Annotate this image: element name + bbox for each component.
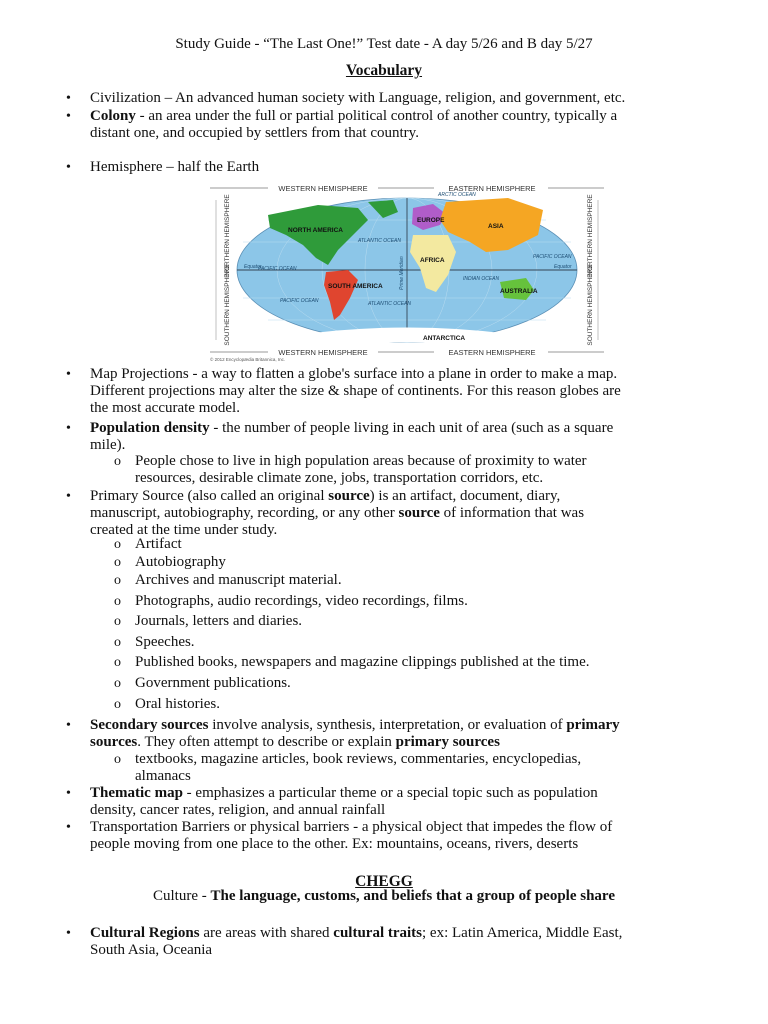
bullet: •	[66, 489, 71, 504]
primary-line2c: of information that was	[439, 505, 585, 521]
primary-sub-item-2	[114, 572, 725, 589]
label-right-south: SOUTHERN HEMISPHERE	[587, 264, 594, 346]
label-arctic-ocean: ARCTIC OCEAN	[438, 192, 476, 198]
secondary-term: Secondary sources	[90, 717, 209, 733]
primary-item-text: Speeches.	[135, 634, 195, 650]
cultural-regions-line1: are areas with shared	[199, 925, 334, 941]
primary-line1b: source	[328, 488, 370, 504]
secondary-sub-line1: textbooks, magazine articles, book reviews, commentaries, encyclopedias,	[135, 751, 582, 767]
secondary-sub-line2: almanacs	[135, 768, 191, 784]
cultural-regions-term: Cultural Regions	[90, 925, 200, 941]
section-heading-vocabulary: Vocabulary	[345, 62, 423, 79]
primary-line1a: Primary Source (also called an original	[90, 488, 329, 504]
thematic-term: Thematic map	[90, 785, 183, 801]
label-asia: ASIA	[488, 223, 504, 230]
label-australia: AUSTRALIA	[500, 288, 538, 295]
section-heading-chegg: CHEGG	[355, 873, 413, 890]
label-equator-right: Equator	[554, 264, 572, 270]
primary-line1c: ) is an artifact, document, diary,	[369, 488, 561, 504]
label-atlantic-south: ATLANTIC OCEAN	[368, 301, 411, 307]
population-sub-line1: People chose to live in high population areas because of proximity to water	[135, 453, 587, 469]
culture-prefix: Culture -	[153, 888, 211, 904]
primary-sub-item-4	[114, 613, 725, 630]
secondary-sources-word: sources	[90, 734, 138, 750]
label-bottom-west: WESTERN HEMISPHERE	[278, 348, 368, 357]
label-top-east: EASTERN HEMISPHERE	[448, 184, 536, 193]
secondary-line2: . They often attempt to describe or explain	[137, 734, 396, 750]
sub-bullet: o	[114, 676, 121, 691]
sub-population	[114, 453, 725, 487]
primary-sub-item-6	[114, 654, 725, 671]
label-prime-meridian: Prime Meridian	[399, 256, 405, 290]
sub-bullet: o	[114, 454, 121, 469]
item-population-density	[66, 420, 720, 454]
label-top-west: WESTERN HEMISPHERE	[278, 184, 368, 193]
colony-def-line1: - an area under the full or partial political control of another country, typically a	[135, 108, 618, 124]
sub-bullet: o	[114, 635, 121, 650]
sub-bullet: o	[114, 555, 121, 570]
civilization-text: Civilization – An advanced human society with Language, religion, and government, etc.	[90, 90, 626, 106]
colony-def-line2: distant one, and occupied by settlers from that country.	[90, 125, 419, 141]
sub-bullet: o	[114, 594, 121, 609]
item-civilization	[66, 90, 720, 107]
page-title: Study Guide - “The Last One!” Test date - A day 5/26 and B day 5/27	[175, 36, 593, 52]
item-barriers	[66, 819, 720, 853]
sub-bullet: o	[114, 752, 121, 767]
primary-item-text: Archives and manuscript material.	[135, 572, 342, 588]
label-indian-ocean: INDIAN OCEAN	[463, 276, 500, 282]
label-europe: EUROPE	[417, 217, 445, 224]
label-antarctica: ANTARCTICA	[423, 335, 466, 342]
bullet: •	[66, 421, 71, 436]
item-secondary-sources	[66, 717, 720, 751]
label-left-south: SOUTHERN HEMISPHERE	[224, 264, 231, 346]
primary-sub-item-1	[114, 554, 725, 571]
bullet: •	[66, 160, 71, 175]
label-south-america: SOUTH AMERICA	[328, 283, 383, 290]
secondary-primary-sources: primary sources	[395, 734, 500, 750]
population-sub-line2: resources, desirable climate zone, jobs, transportation corridors, etc.	[135, 470, 544, 486]
primary-item-text: Published books, newspapers and magazine clippings published at the time.	[135, 654, 590, 670]
label-pacific-east: PACIFIC OCEAN	[533, 254, 572, 260]
item-primary-source	[66, 488, 720, 539]
secondary-line1: involve analysis, synthesis, interpretation, or evaluation of	[208, 717, 567, 733]
primary-line2b: source	[398, 505, 440, 521]
bullet: •	[66, 718, 71, 733]
label-equator-left: Equator	[244, 264, 262, 270]
item-map-projections	[66, 366, 720, 417]
map-projections-line2: Different projections may alter the size & shape of continents. For this reason globes are	[90, 383, 621, 399]
cultural-traits-term: cultural traits	[333, 925, 423, 941]
item-hemisphere	[66, 159, 720, 176]
culture-def: The language, customs, and beliefs that a group of people share	[210, 888, 615, 904]
primary-item-text: Autobiography	[135, 554, 226, 570]
primary-sub-item-3	[114, 593, 725, 610]
primary-item-text: Artifact	[135, 536, 182, 552]
item-cultural-regions	[66, 925, 720, 959]
primary-sub-item-0	[114, 536, 725, 553]
primary-line2a: manuscript, autobiography, recording, or any other	[90, 505, 399, 521]
label-right-north: NORTHERN HEMISPHERE	[587, 194, 594, 276]
map-copyright: © 2012 Encyclopædia Britannica, Inc.	[210, 357, 286, 362]
sub-secondary	[114, 751, 725, 785]
world-hemispheres-map	[208, 180, 606, 362]
barriers-line1: Transportation Barriers or physical barriers - a physical object that impedes the flow of	[90, 819, 613, 835]
bullet: •	[66, 109, 71, 124]
label-atlantic-north: ATLANTIC OCEAN	[358, 238, 401, 244]
cultural-regions-line2: South Asia, Oceania	[90, 942, 213, 958]
map-projections-line3: the most accurate model.	[90, 400, 240, 416]
primary-item-text: Journals, letters and diaries.	[135, 613, 303, 629]
label-pacific-southwest: PACIFIC OCEAN	[280, 298, 319, 304]
label-pacific-west: PACIFIC OCEAN	[258, 266, 297, 272]
primary-sub-item-7	[114, 675, 725, 692]
culture-definition	[0, 888, 768, 905]
population-def-line1: - the number of people living in each unit of area (such as a square	[209, 420, 614, 436]
bullet: •	[66, 367, 71, 382]
population-def-line2: mile).	[90, 437, 126, 453]
barriers-line2: people moving from one place to the other. Ex: mountains, oceans, rivers, deserts	[90, 836, 579, 852]
map-projections-line1: Map Projections - a way to flatten a globe's surface into a plane in order to make a map.	[90, 366, 618, 382]
cultural-regions-line1c: ; ex: Latin America, Middle East,	[422, 925, 623, 941]
colony-term: Colony	[90, 108, 136, 124]
primary-item-text: Oral histories.	[135, 696, 220, 712]
primary-sub-item-5	[114, 634, 725, 651]
bullet: •	[66, 91, 71, 106]
label-bottom-east: EASTERN HEMISPHERE	[448, 348, 536, 357]
label-africa: AFRICA	[420, 257, 445, 264]
hemisphere-text: Hemisphere – half the Earth	[90, 159, 260, 175]
bullet: •	[66, 926, 71, 941]
item-colony	[66, 108, 720, 142]
secondary-primary-word: primary	[566, 717, 620, 733]
sub-bullet: o	[114, 614, 121, 629]
bullet: •	[66, 786, 71, 801]
label-north-america: NORTH AMERICA	[288, 227, 344, 234]
thematic-line1: - emphasizes a particular theme or a special topic such as population	[182, 785, 598, 801]
item-thematic-map	[66, 785, 720, 819]
sub-bullet: o	[114, 697, 121, 712]
sub-bullet: o	[114, 537, 121, 552]
sub-bullet: o	[114, 573, 121, 588]
population-term: Population density	[90, 420, 210, 436]
sub-bullet: o	[114, 655, 121, 670]
thematic-line2: density, cancer rates, religion, and annual rainfall	[90, 802, 386, 818]
primary-line3: created at the time under study.	[90, 522, 278, 538]
primary-item-text: Government publications.	[135, 675, 291, 691]
bullet: •	[66, 820, 71, 835]
label-left-north: NORTHERN HEMISPHERE	[224, 194, 231, 276]
primary-sub-item-8	[114, 696, 725, 713]
primary-item-text: Photographs, audio recordings, video recordings, films.	[135, 593, 468, 609]
